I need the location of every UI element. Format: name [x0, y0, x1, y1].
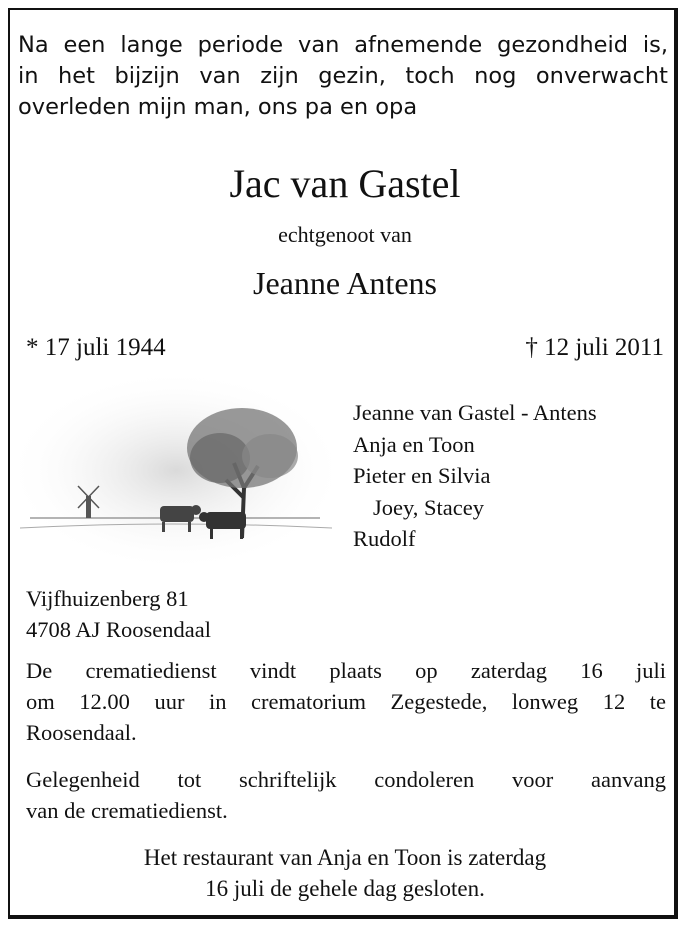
ceremony-line: om 12.00 uur in crematorium Zegestede, lonweg 12 te: [26, 689, 666, 714]
intro-line: overleden mijn man, ons pa en opa: [18, 94, 418, 120]
closing-line: 16 juli de gehele dag gesloten.: [205, 876, 485, 901]
spouse-name: Jeanne Antens: [253, 265, 437, 301]
relation-label: echtgenoot van: [278, 222, 412, 247]
intro-text: [18, 30, 668, 123]
intro-line: in het bijzijn van zijn gezin, toch nog onverwacht: [18, 63, 668, 89]
deceased-name: Jac van Gastel: [229, 161, 461, 206]
birth-date: * 17 juli 1944: [26, 334, 166, 361]
family-line: Jeanne van Gastel - Antens: [353, 400, 597, 425]
ceremony-line: De crematiedienst vindt plaats op zaterdag 16 juli: [26, 658, 666, 683]
landscape-drawing: [20, 378, 332, 563]
intro-line: Na een lange periode van afnemende gezondheid is,: [18, 32, 668, 58]
address-street: Vijfhuizenberg 81: [26, 586, 189, 611]
condolence-line: Gelegenheid tot schriftelijk condoleren voor aanvang: [26, 767, 666, 792]
ceremony-text: [26, 655, 666, 748]
address-block: [26, 583, 211, 645]
ceremony-line: Roosendaal.: [26, 720, 137, 745]
death-date: † 12 juli 2011: [525, 334, 664, 361]
closing-line: Het restaurant van Anja en Toon is zaterdag: [143, 845, 547, 870]
family-line: Anja en Toon: [353, 431, 475, 457]
family-line: Pieter en Silvia: [353, 463, 491, 488]
condolence-text: [26, 764, 666, 826]
address-city: 4708 AJ Roosendaal: [26, 617, 211, 642]
condolence-line: van de crematiedienst.: [26, 798, 228, 823]
family-line: Rudolf: [353, 526, 416, 551]
family-line: Joey, Stacey: [373, 494, 485, 520]
family-list: [353, 397, 597, 555]
closing-text: [0, 842, 690, 904]
